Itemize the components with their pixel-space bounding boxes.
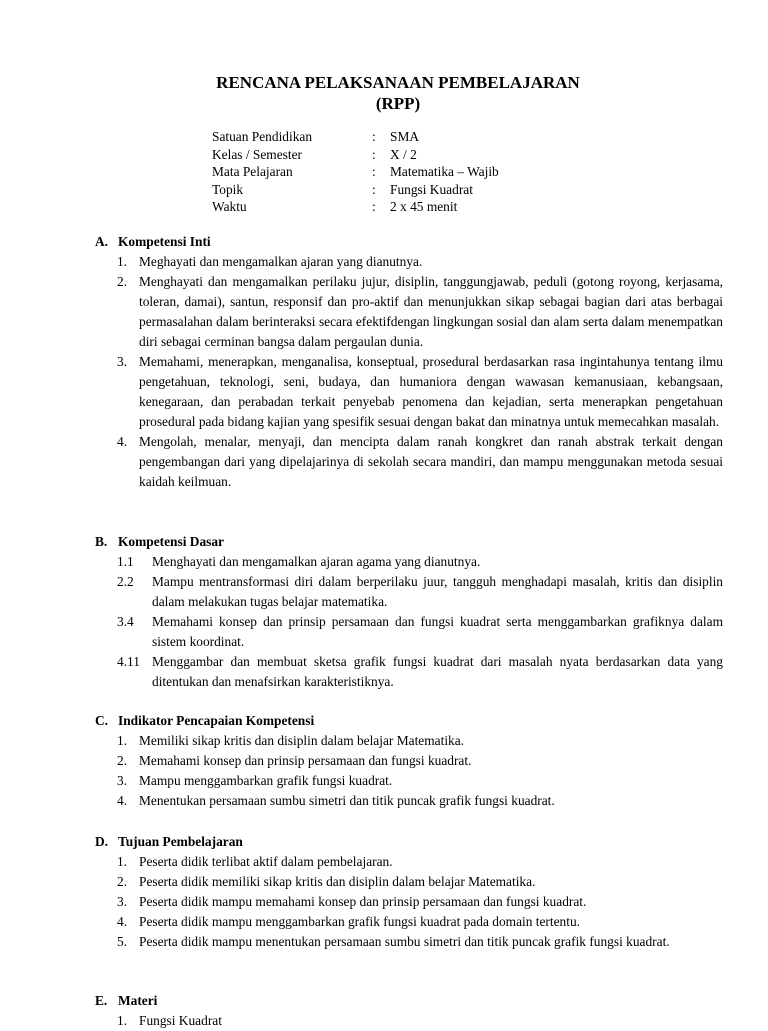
section-letter: A.	[95, 234, 109, 249]
section-heading	[95, 991, 723, 1011]
identity-colon: :	[372, 129, 376, 144]
item-text: Menggambar dan membuat sketsa grafik fungsi kuadrat dari masalah nyata berdasarkan data yang ditentukan dan menafsirkan karakteristiknya.	[152, 654, 723, 689]
item-text: Peserta didik mampu menentukan persamaan sumbu simetri dan titik puncak grafik fungsi kuadrat.	[139, 934, 670, 949]
item-text: Menghayati dan mengamalkan ajaran agama yang dianutnya.	[152, 554, 481, 569]
identity-table	[212, 128, 499, 216]
title-block	[0, 72, 768, 114]
item-text: Menentukan persamaan sumbu simetri dan titik puncak grafik fungsi kuadrat.	[139, 793, 555, 808]
list-item	[95, 252, 723, 272]
section-heading	[95, 232, 723, 252]
identity-row	[212, 181, 499, 199]
identity-row	[212, 163, 499, 181]
section-letter: C.	[95, 713, 109, 728]
identity-row	[212, 198, 499, 216]
item-list	[95, 852, 723, 952]
section-letter: B.	[95, 534, 108, 549]
list-item	[95, 572, 723, 612]
item-number: 3.4	[117, 614, 134, 629]
identity-key: Mata Pelajaran	[212, 164, 293, 179]
list-item	[95, 751, 723, 771]
identity-key: Satuan Pendidikan	[212, 129, 313, 144]
item-text: Memahami konsep dan prinsip persamaan dan fungsi kuadrat serta menggambarkan grafiknya dalam sistem koordinat.	[152, 614, 723, 649]
list-item	[95, 552, 723, 572]
identity-value: 2 x 45 menit	[390, 199, 458, 214]
item-number: 1.	[117, 1013, 128, 1028]
section-letter: D.	[95, 834, 109, 849]
section-title: Indikator Pencapaian Kompetensi	[118, 713, 315, 728]
section-kompetensi-dasar	[95, 532, 723, 692]
item-number: 2.	[117, 874, 128, 889]
identity-row	[212, 128, 499, 146]
item-text: Meghayati dan mengamalkan ajaran yang dianutnya.	[139, 254, 423, 269]
list-item	[95, 432, 723, 492]
list-item	[95, 612, 723, 652]
identity-colon: :	[372, 146, 376, 162]
identity-colon: :	[372, 181, 376, 197]
list-item	[95, 771, 723, 791]
section-heading	[95, 832, 723, 852]
item-text: Memiliki sikap kritis dan disiplin dalam belajar Matematika.	[139, 733, 465, 748]
section-kompetensi-inti	[95, 232, 723, 492]
section-indikator	[95, 711, 723, 811]
item-text: Peserta didik mampu memahami konsep dan prinsip persamaan dan fungsi kuadrat.	[139, 894, 587, 909]
section-letter: E.	[95, 993, 108, 1008]
item-text: Peserta didik terlibat aktif dalam pembelajaran.	[139, 854, 393, 869]
list-item	[95, 731, 723, 751]
list-item	[95, 791, 723, 811]
item-number: 2.	[117, 753, 128, 768]
list-item	[95, 352, 723, 432]
item-number: 3.	[117, 894, 128, 909]
item-number: 3.	[117, 773, 128, 788]
item-text: Mampu mentransformasi diri dalam berperilaku juur, tangguh menghadapi masalah, kritis dan disiplin dalam melakukan tugas belajar matematika.	[152, 574, 723, 609]
item-number: 2.2	[117, 574, 134, 589]
identity-value: SMA	[390, 129, 420, 144]
item-number: 1.	[117, 733, 128, 748]
item-number: 4.11	[117, 654, 140, 669]
list-item	[95, 272, 723, 352]
list-item	[95, 1011, 723, 1031]
section-heading	[95, 711, 723, 731]
document-title: RENCANA PELAKSANAAN PEMBELAJARAN	[216, 73, 580, 92]
list-item	[95, 872, 723, 892]
item-text: Peserta didik memiliki sikap kritis dan disiplin dalam belajar Matematika.	[139, 874, 536, 889]
identity-value: Fungsi Kuadrat	[390, 181, 473, 197]
item-list	[95, 252, 723, 492]
section-tujuan	[95, 832, 723, 952]
item-number: 4.	[117, 434, 128, 449]
item-text: Memahami konsep dan prinsip persamaan dan fungsi kuadrat.	[139, 753, 472, 768]
identity-value: X / 2	[390, 146, 417, 162]
section-materi	[95, 991, 723, 1031]
section-title: Kompetensi Dasar	[118, 534, 225, 549]
item-text: Memahami, menerapkan, menganalisa, konseptual, prosedural berdasarkan rasa ingintahunya tentang ilmu pengetahuan, teknologi, seni, budaya, dan humaniora dengan wawasan kemanusiaan, kebangsaan, kenegaraan, dan perabadan terkait penyebab penomena dan kejadian, serta menerapkan pengetahuan prosedural pada bidang kajian yang spesifik sesuai dengan bakat dan minatnya untuk memecahkan masalah.	[139, 354, 723, 429]
item-text: Fungsi Kuadrat	[139, 1013, 222, 1028]
list-item	[95, 852, 723, 872]
document-subtitle: (RPP)	[375, 94, 421, 113]
item-text: Mengolah, menalar, menyaji, dan mencipta dalam ranah kongkret dan ranah abstrak terkait dengan pengembangan dari yang dipelajarinya di sekolah secara mandiri, dan mampu menggunakan metoda sesuai kaidah keilmuan.	[139, 434, 723, 489]
identity-key: Waktu	[212, 199, 247, 214]
item-number: 1.	[117, 854, 128, 869]
identity-value: Matematika – Wajib	[390, 164, 499, 179]
list-item	[95, 892, 723, 912]
item-list	[95, 552, 723, 692]
identity-colon: :	[372, 199, 376, 214]
identity-row	[212, 146, 499, 164]
section-heading	[95, 532, 723, 552]
item-text: Mampu menggambarkan grafik fungsi kuadrat.	[139, 773, 393, 788]
section-title: Tujuan Pembelajaran	[118, 834, 243, 849]
item-number: 4.	[117, 793, 128, 808]
item-number: 3.	[117, 354, 128, 369]
item-text: Peserta didik mampu menggambarkan grafik fungsi kuadrat pada domain tertentu.	[139, 914, 581, 929]
item-number: 1.1	[117, 554, 134, 569]
item-list	[95, 731, 723, 811]
section-title: Materi	[118, 993, 158, 1008]
identity-colon: :	[372, 164, 376, 179]
item-number: 4.	[117, 914, 128, 929]
list-item	[95, 912, 723, 932]
section-title: Kompetensi Inti	[118, 234, 211, 249]
item-text: Menghayati dan mengamalkan perilaku jujur, disiplin, tanggungjawab, peduli (gotong royong, kerjasama, toleran, damai), santun, responsif dan pro-aktif dan menunjukkan sikap sebagai bagian dari atas berbagai permasalahan dalam berinteraksi secara efektifdengan lingkungan sosial dan alam serta dalam menempatkan diri sebagai cerminan bangsa dalam pergaulan dunia.	[139, 274, 723, 349]
list-item	[95, 932, 723, 952]
item-number: 1.	[117, 254, 128, 269]
identity-key: Topik	[212, 181, 244, 197]
list-item	[95, 652, 723, 692]
item-list	[95, 1011, 723, 1031]
identity-key: Kelas / Semester	[212, 146, 302, 162]
item-number: 2.	[117, 274, 128, 289]
item-number: 5.	[117, 934, 128, 949]
